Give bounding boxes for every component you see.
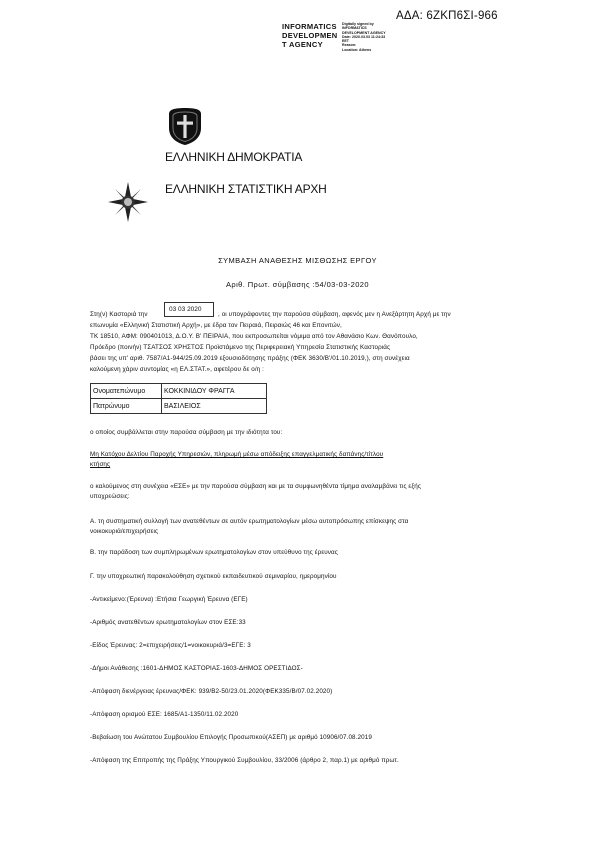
survey-object: -Αντικείμενο:(Έρευνα) :Ετήσια Γεωργική Έρευνα (ΕΓΕ) [90, 596, 248, 603]
survey-decision: -Απόφαση διενέργειας έρευνας/ΦΕΚ: 939/Β2-50/23.01.2020(ΦΕΚ335/Β/07.02.2020) [90, 688, 333, 695]
assignment-municipalities: -Δήμοι Ανάθεσης :1601-ΔΗΜΟΣ ΚΑΣΤΟΡΙΑΣ-1603-ΔΗΜΟΣ ΟΡΕΣΤΙΔΟΣ- [90, 665, 303, 672]
signature-detail-line: DEVELOPMENT AGENCY [342, 30, 386, 35]
header-republic: ΕΛΛΗΝΙΚΗ ΔΗΜΟΚΡΑΤΙΑ [165, 150, 303, 164]
table-label: Πατρώνυμο [91, 399, 162, 414]
obligation-c: Γ. την υποχρεωτική παρακολούθηση σχετικού εκπαιδευτικού σεμιναρίου, ημερομηνίου [90, 573, 337, 580]
coat-of-arms-icon [165, 106, 205, 146]
obligations-intro: ο καλούμενος στη συνέχεια «ΕΣΕ» με την παρούσα σύμβαση και με τα συμφωνηθέντα τίμημα αναλαμβάνει τις εξής [90, 483, 421, 490]
signature-org-name [282, 22, 338, 49]
capacity-line: κτήσης [90, 461, 111, 468]
survey-type: -Είδος Έρευνας: 2=επιχειρήσεις/1=νοικοκυριά/3=ΕΓΕ: 3 [90, 642, 251, 649]
header-authority: ΕΛΛΗΝΙΚΗ ΣΤΑΤΙΣΤΙΚΗ ΑΡΧΗ [165, 182, 327, 196]
paragraph-line: Πρόεδρο (ποινήν) ΤΣΑΤΣΟΣ ΧΡΗΣΤΟΣ Προϊστάμενο της Περιφερειακή Υπηρεσία Στατιστικής Καστοριάς [90, 344, 391, 351]
digital-signature-details [342, 22, 386, 52]
ada-number: ΑΔΑ: 6ΖΚΠ6ΣΙ-966 [396, 10, 498, 22]
contractor-info-table [90, 383, 267, 414]
signature-detail-line: Date: 2020.03.03 11:24:33 [342, 34, 386, 39]
committee-decision: -Απόφαση της Επιτροπής της Πράξης Υπουργικού Συμβουλίου, 33/2006 (άρθρο 2, παρ.1) με αριθμό πρωτ. [90, 757, 399, 764]
paragraph-intro-suffix: , οι υπογράφοντες την παρούσα σύμβαση, αφενός μεν η Ανεξάρτητη Αρχή με την [218, 311, 451, 318]
date-field: 03 03 2020 [164, 302, 214, 317]
signature-detail-line: Digitally signed by [342, 22, 374, 26]
obligation-a: Α. τη συστηματική συλλογή των ανατεθέντων σε αυτόν ερωτηματολογίων μέσω αυτοπρόσωπης επίσκεψης στα [90, 518, 409, 525]
table-row [91, 384, 267, 399]
capacity-intro: ο οποίος συμβάλλεται στην παρούσα σύμβαση με την ιδιότητα του: [90, 429, 283, 436]
paragraph-intro-prefix: Στη(ν) Καστοριά την [90, 311, 148, 318]
contract-title: ΣΥΜΒΑΣΗ ΑΝΑΘΕΣΗΣ ΜΙΣΘΩΣΗΣ ΕΡΓΟΥ [218, 256, 377, 265]
signature-org-line: INFORMATICS [282, 22, 337, 31]
signature-org-line: DEVELOPMEN [282, 31, 338, 40]
signature-detail-line: EET [342, 39, 349, 44]
signature-detail-line: Reason: [342, 43, 357, 48]
table-row [91, 399, 267, 414]
capacity-line: Μη Κατόχου Δελτίου Παροχής Υπηρεσιών, πληρωμή μέσω απόδειξης επαγγελματικής δαπάνης/τίτλου [90, 451, 384, 458]
signature-detail-line: INFORMATICS [342, 26, 367, 31]
appointment-decision: -Απόφαση ορισμού ΕΣΕ: 1685/Α1-1350/11.02.2020 [90, 711, 239, 718]
paragraph-line: ΤΚ 18510, ΑΦΜ: 090401013, Δ.Ο.Υ. Β' ΠΕΙΡΑΙΑ, που εκπροσωπείται νόμιμα από τον Αθανάσιο Κων. Θανόπουλο, [90, 333, 418, 340]
asep-certification: -Βεβαίωση του Ανώτατου Συμβουλίου Επιλογής Προσωπικού(ΑΣΕΠ) με αριθμό 10906/07.08.2019 [90, 734, 372, 741]
questionnaire-count: -Αριθμός ανατεθέντων ερωτηματολογίων στον ΕΣΕ:33 [90, 619, 246, 626]
paragraph-line: επωνυμία «Ελληνική Στατιστική Αρχή», με έδρα τον Πειραιά, Πειραιώς 46 και Επονιτών, [90, 322, 342, 329]
obligation-b: Β. την παράδοση των συμπληρωμένων ερωτηματολογίων στον υπεύθυνο της έρευνας [90, 549, 338, 556]
table-label: Ονοματεπώνυμο [91, 384, 162, 399]
table-value: ΒΑΣΙΛΕΙΟΣ [162, 399, 267, 414]
elstat-star-logo-icon [108, 182, 148, 222]
obligation-a: νοικοκυριά/επιχειρήσεις [90, 528, 159, 535]
obligations-intro: υποχρεώσεις: [90, 493, 130, 500]
signature-detail-line: Location: Athens [342, 47, 372, 52]
paragraph-line: καλούμενη χάριν συντομίας «η ΕΛ.ΣΤΑΤ.», αφετέρου δε ο/η : [90, 366, 264, 373]
protocol-number: Αριθ. Πρωτ. σύμβασης :54/03-03-2020 [226, 280, 369, 289]
signature-org-line: T AGENCY [282, 40, 323, 49]
table-value: ΚΟΚΚΙΝΙΔΟΥ ΦΡΑΓΓΑ [162, 384, 267, 399]
paragraph-line: βάσει της υπ' αριθ. 7587/Α1-944/25.09.2019 εξουσιοδότησης πράξης (ΦΕΚ 3630/Β'/01.10.2019,), στη συνέχεια [90, 355, 410, 362]
